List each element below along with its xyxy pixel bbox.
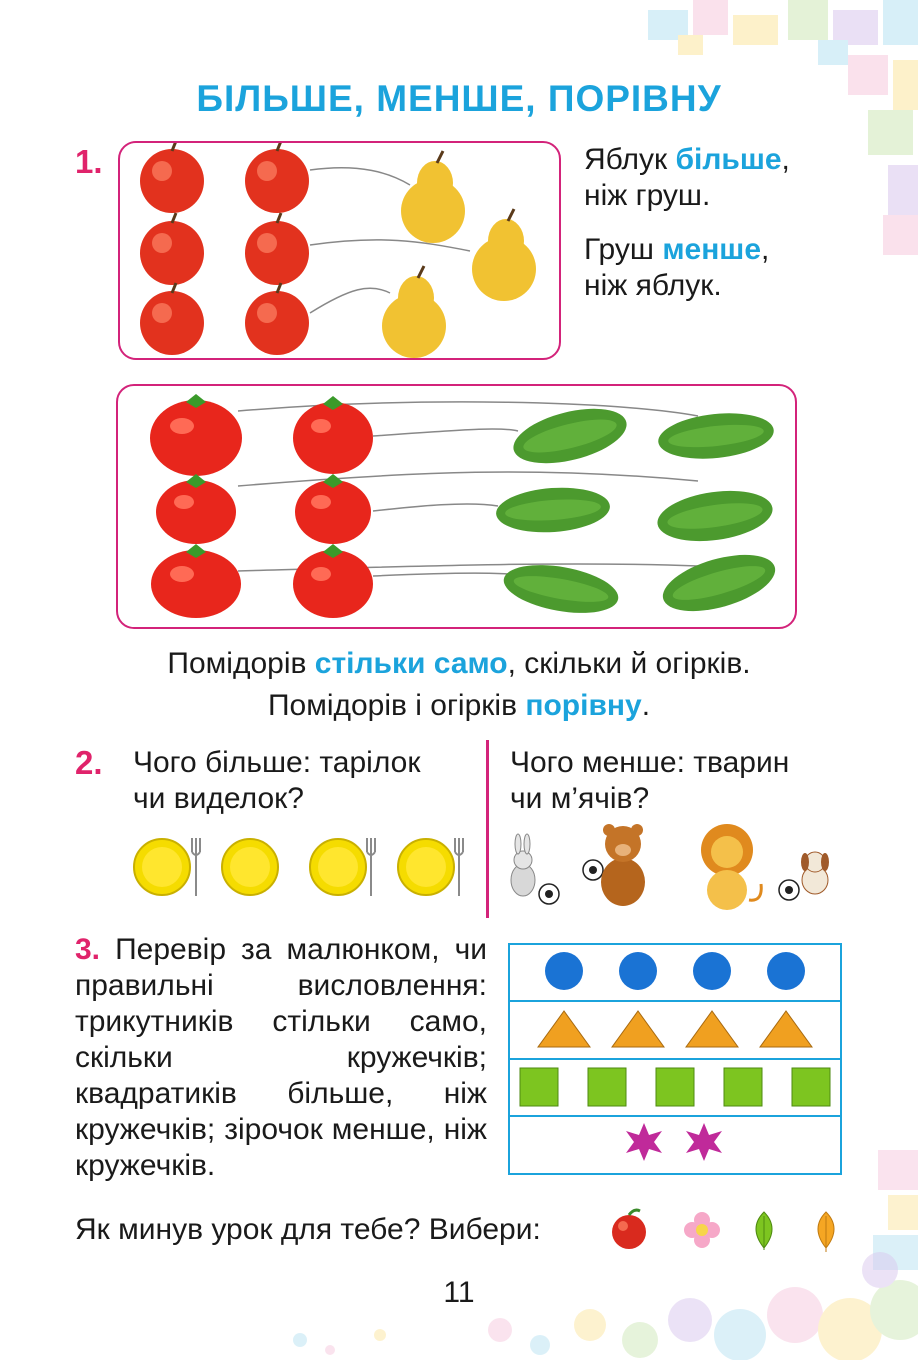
task-3-number: 3. (75, 933, 101, 966)
square-shape (792, 1068, 830, 1106)
question-text: чи виделок? (133, 782, 304, 815)
statement-text: ніж груш. (584, 179, 711, 212)
question-text: чи м’ячів? (510, 782, 650, 815)
reflection-options (608, 1206, 848, 1254)
task-3-statement: Перевір за малюнком, чи правильні висловлення: трикутників стільки само, скільки кружечків; квадратиків більше, ніж кружечків; зірочок менше, ніж кружечків. (75, 933, 487, 1182)
highlight-less: менше (662, 233, 761, 266)
square-shape (724, 1068, 762, 1106)
reflection-prompt: Як минув урок для тебе? Вибери: (75, 1213, 541, 1246)
task-2-number: 2. (75, 744, 103, 781)
circle-shape (545, 952, 583, 990)
statement-text: Груш (584, 233, 663, 266)
square-shape (656, 1068, 694, 1106)
square-shape (588, 1068, 626, 1106)
question-text: Чого менше: тварин (510, 746, 790, 779)
green-leaf-icon[interactable] (756, 1212, 772, 1250)
lion-icon (701, 824, 761, 910)
bear-icon (601, 824, 645, 906)
apples-pears-frame (118, 141, 561, 360)
sentence-text: . (641, 689, 651, 722)
apple-icon-group (140, 143, 309, 355)
tomato-icon-group (150, 394, 373, 618)
plates-forks-illustration (130, 832, 470, 902)
statement-text: ніж яблук. (584, 269, 722, 302)
task-2-divider (486, 740, 489, 918)
question-text: Чого більше: тарілок (133, 746, 421, 779)
page-title: БІЛЬШЕ, МЕНШЕ, ПОРІВНУ (196, 78, 722, 119)
plate-icon-group (134, 839, 454, 895)
tomatoes-sentence-1 (0, 646, 918, 682)
tomatoes-cucumbers-frame (116, 384, 797, 629)
highlight-more: більше (675, 143, 782, 176)
flower-icon[interactable] (684, 1212, 720, 1248)
highlight-as-many: стільки само (314, 647, 508, 680)
soccer-ball-icon (539, 884, 559, 904)
circle-shape (767, 952, 805, 990)
apple-icon[interactable] (612, 1210, 646, 1249)
apples-pears-illustration (120, 143, 563, 362)
decorative-pattern-top-right (618, 0, 918, 260)
animals-balls-illustration (505, 822, 835, 912)
rabbit-icon (511, 834, 535, 896)
highlight-equal: порівну (525, 689, 642, 722)
cucumber-icon-group (495, 399, 782, 622)
soccer-ball-icon (779, 880, 799, 900)
statement-text: , (761, 233, 770, 266)
sentence-text: Помідорів і огірків (267, 689, 526, 722)
dog-icon (801, 852, 829, 894)
yellow-leaf-icon[interactable] (818, 1212, 834, 1252)
tomatoes-cucumbers-illustration (118, 386, 799, 631)
circle-shape (619, 952, 657, 990)
tomatoes-sentence-2 (0, 688, 918, 724)
sentence-text: Помідорів (167, 647, 315, 680)
page-number: 11 (443, 1276, 475, 1309)
task-3-text (75, 932, 487, 1184)
square-shape (520, 1068, 558, 1106)
soccer-ball-icon (583, 860, 603, 880)
task-1-statement-2 (584, 232, 769, 304)
statement-text: Яблук (584, 143, 676, 176)
task-2-right-question (510, 745, 789, 817)
statement-text: , (781, 143, 790, 176)
task-2-left-question (133, 745, 420, 817)
shapes-table (508, 943, 842, 1175)
circle-shape (693, 952, 731, 990)
task-1-statement-1 (584, 142, 790, 214)
sentence-text: , скільки й огірків. (507, 647, 751, 680)
task-1-number: 1. (75, 143, 103, 180)
